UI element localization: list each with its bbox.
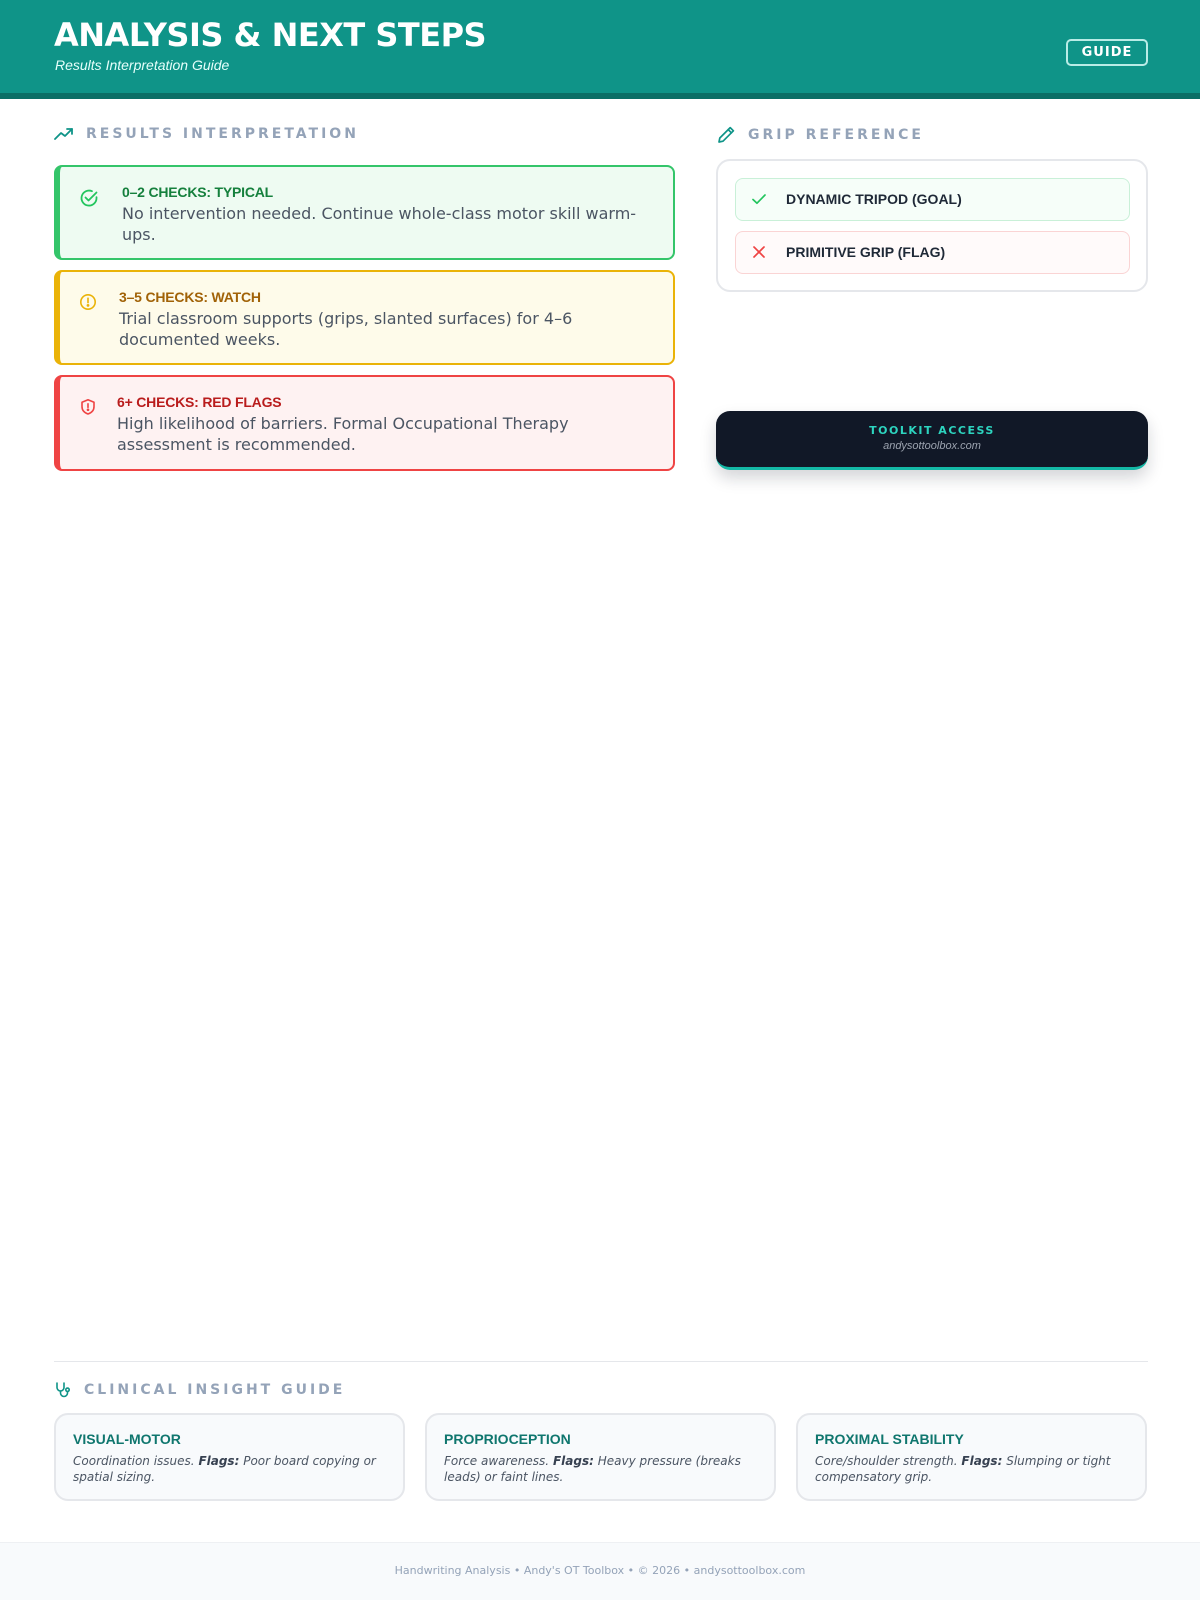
check-icon — [750, 190, 768, 208]
insight-title-visual-motor: VISUAL-MOTOR — [73, 1431, 181, 1447]
pencil-icon — [716, 125, 736, 145]
results-section-heading — [54, 126, 359, 142]
stethoscope-icon — [54, 1381, 72, 1399]
page-header — [0, 0, 1200, 99]
grip-section-heading — [716, 125, 924, 145]
grip-label-dynamic-tripod: DYNAMIC TRIPOD (GOAL) — [786, 191, 962, 207]
insight-card-proprioception — [425, 1413, 776, 1501]
result-title-typical: 0–2 CHECKS: TYPICAL — [122, 184, 274, 200]
section-divider — [54, 1361, 1148, 1362]
footer-text: Handwriting Analysis • Andy's OT Toolbox • © 2026 • andysottoolbox.com — [394, 1564, 806, 1577]
result-description-typical: No intervention needed. Continue whole-class motor skill warm-ups. — [122, 204, 637, 244]
insight-description-visual-motor: Coordination issues. Flags: Poor board copying or spatial sizing. — [73, 1454, 376, 1484]
result-card-watch — [54, 270, 675, 365]
insight-card-visual-motor — [54, 1413, 405, 1501]
shield-alert-icon — [79, 398, 97, 416]
insight-card-proximal-stability — [796, 1413, 1147, 1501]
page-subtitle: Results Interpretation Guide — [55, 57, 230, 73]
trending-up-icon — [54, 126, 74, 142]
toolkit-url[interactable]: andysottoolbox.com — [883, 440, 981, 452]
grip-heading-label: GRIP REFERENCE — [748, 127, 924, 143]
results-heading-label: RESULTS INTERPRETATION — [86, 126, 359, 142]
guide-badge: GUIDE — [1066, 39, 1148, 66]
insight-title-proximal-stability: PROXIMAL STABILITY — [815, 1431, 964, 1447]
result-card-red-flags — [54, 375, 675, 471]
toolkit-access-button[interactable] — [716, 411, 1148, 470]
grip-label-primitive-grip: PRIMITIVE GRIP (FLAG) — [786, 244, 946, 260]
grip-item-dynamic-tripod — [735, 178, 1130, 221]
page-title: ANALYSIS & NEXT STEPS — [54, 16, 487, 54]
insight-section-heading — [54, 1381, 345, 1399]
result-description-red-flags: High likelihood of barriers. Formal Occupational Therapy assessment is recommended. — [117, 414, 569, 454]
x-icon — [750, 243, 768, 261]
toolkit-title: TOOLKIT ACCESS — [869, 424, 995, 437]
page-footer — [0, 1542, 1200, 1600]
result-title-watch: 3–5 CHECKS: WATCH — [119, 289, 261, 305]
insight-heading-label: CLINICAL INSIGHT GUIDE — [84, 1382, 346, 1398]
result-card-typical — [54, 165, 675, 260]
insight-title-proprioception: PROPRIOCEPTION — [444, 1431, 571, 1447]
alert-circle-icon — [79, 293, 97, 311]
result-title-red-flags: 6+ CHECKS: RED FLAGS — [117, 394, 282, 410]
insight-description-proximal-stability: Core/shoulder strength. Flags: Slumping or tight compensatory grip. — [815, 1454, 1111, 1484]
grip-reference-card — [716, 159, 1148, 292]
result-description-watch: Trial classroom supports (grips, slanted surfaces) for 4–6 documented weeks. — [119, 309, 573, 349]
grip-item-primitive-grip — [735, 231, 1130, 274]
insight-description-proprioception: Force awareness. Flags: Heavy pressure (breaks leads) or faint lines. — [444, 1454, 741, 1484]
check-circle-icon — [79, 188, 99, 208]
